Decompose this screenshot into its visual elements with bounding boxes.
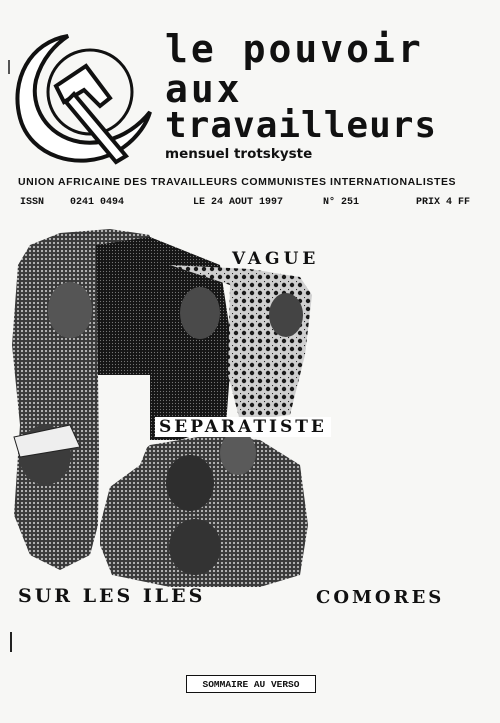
headline-line2: SEPARATISTE: [155, 417, 331, 437]
headline-line3b: COMORES: [316, 587, 445, 608]
margin-mark: [10, 632, 12, 652]
headline-line1: VAGUE: [232, 249, 320, 269]
masthead-subtitle: mensuel trotskyste: [165, 146, 313, 162]
masthead-title-line1: le pouvoir: [165, 27, 424, 71]
masthead-title-line3: travailleurs: [165, 105, 438, 146]
issue-date: LE 24 AOUT 1997: [193, 197, 284, 208]
issn-label: ISSN: [20, 197, 45, 208]
organization-name: UNION AFRICAINE DES TRAVAILLEURS COMMUNISTES INTERNATIONALISTES: [18, 176, 457, 188]
issn-value: 0241 0494: [70, 197, 125, 208]
contents-note-box: SOMMAIRE AU VERSO: [186, 675, 316, 693]
issue-number: N° 251: [323, 197, 360, 208]
masthead-title-line2: aux: [165, 67, 243, 111]
headline-line3a: SUR LES ILES: [18, 585, 206, 607]
issue-price: PRIX 4 FF: [416, 197, 471, 208]
hammer-sickle-icon: [8, 28, 158, 168]
margin-mark: [8, 60, 10, 74]
